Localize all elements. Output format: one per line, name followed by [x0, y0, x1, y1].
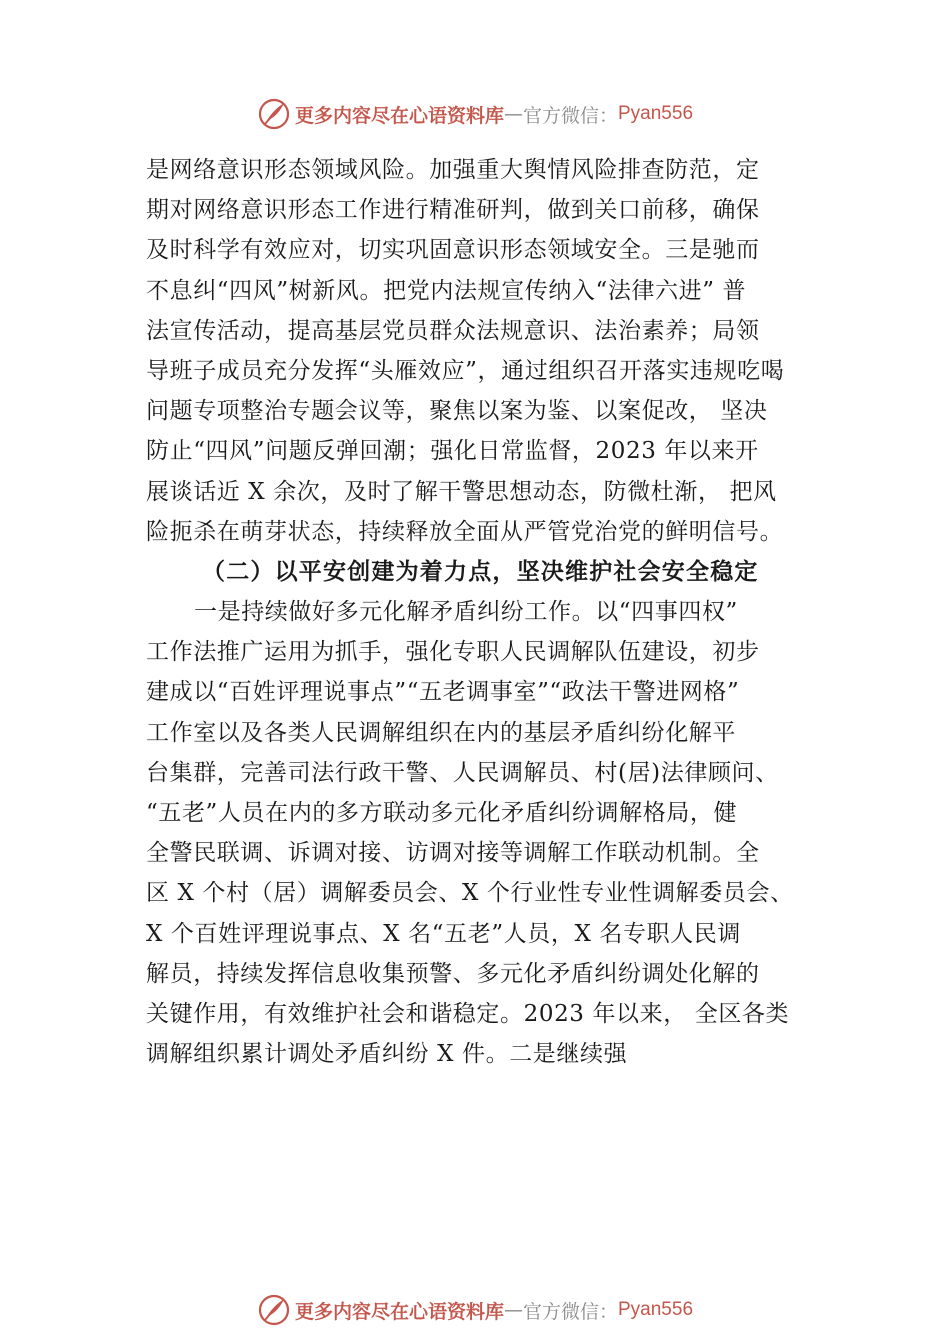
watermark-wechat-id: Pyan556: [618, 1299, 694, 1320]
section-heading: （二）以平安创建为着力点，坚决维护社会安全稳定: [202, 557, 759, 585]
feather-seal-icon: [257, 97, 291, 131]
document-body: [146, 150, 846, 1074]
watermark-main-text: 更多内容尽在心语资料库: [294, 1300, 504, 1323]
text-line: 不息纠“四风”树新风。把党内法规宣传纳入“法律六进” 普: [146, 277, 747, 304]
text-line: 区 X 个村（居）调解委员会、X 个行业性专业性调解委员会、: [146, 880, 794, 907]
text-line: 期对网络意识形态工作进行精准研判，做到关口前移，确保: [146, 197, 760, 224]
text-line: 法宣传活动，提高基层党员群众法规意识、法治素养；局领: [146, 317, 760, 344]
text-line: 一是持续做好多元化解矛盾纠纷工作。以“四事四权”: [194, 599, 738, 626]
text-line: “五老”人员在内的多方联动多元化矛盾纠纷调解格局，健: [146, 800, 738, 826]
text-line: 工作室以及各类人民调解组织在内的基层矛盾纠纷化解平: [146, 719, 736, 746]
watermark-wechat-label: 官方微信：: [522, 104, 618, 127]
text-line: 全警民联调、诉调对接、访调对接等调解工作联动机制。全: [146, 840, 760, 867]
text-line: X 个百姓评理说事点、X 名“五老”人员，X 名专职人民调: [146, 920, 741, 947]
text-line: 工作法推广运用为抓手，强化专职人民调解队伍建设，初步: [146, 639, 760, 666]
watermark-main-text: 更多内容尽在心语资料库: [294, 104, 504, 127]
watermark-wechat-label: 官方微信：: [522, 1300, 618, 1323]
watermark-separator: —: [503, 1299, 523, 1321]
text-line: 防止“四风”问题反弹回潮；强化日常监督，2023 年以来开: [146, 438, 759, 465]
watermark-separator: —: [503, 103, 523, 125]
watermark-wechat-id: Pyan556: [618, 103, 694, 124]
text-line: 台集群，完善司法行政干警、人民调解员、村(居)法律顾问、: [146, 759, 779, 786]
text-line: 展谈话近 X 余次，及时了解干警思想动态，防微杜渐， 把风: [146, 478, 777, 505]
text-line: 关键作用，有效维护社会和谐稳定。2023 年以来， 全区各类: [146, 1000, 790, 1027]
watermark-header: [0, 94, 950, 134]
text-line: 调解组织累计调处矛盾纠纷 X 件。二是继续强: [146, 1041, 628, 1068]
feather-seal-icon: [257, 1293, 291, 1327]
watermark-footer: [0, 1290, 950, 1330]
text-line: 问题专项整治专题会议等，聚焦以案为鉴、以案促改， 坚决: [146, 398, 768, 425]
text-line: 险扼杀在萌芽状态，持续释放全面从严管党治党的鲜明信号。: [146, 518, 784, 545]
text-line: 及时科学有效应对，切实巩固意识形态领域安全。三是驰而: [146, 237, 760, 264]
text-line: 是网络意识形态领域风险。加强重大舆情风险排查防范，定: [146, 157, 760, 183]
text-line: 导班子成员充分发挥“头雁效应”，通过组织召开落实违规吃喝: [146, 357, 785, 384]
text-line: 解员，持续发挥信息收集预警、多元化矛盾纠纷调处化解的: [146, 960, 760, 987]
text-line: 建成以“百姓评理说事点”“五老调事室”“政法干警进网格”: [146, 679, 740, 706]
